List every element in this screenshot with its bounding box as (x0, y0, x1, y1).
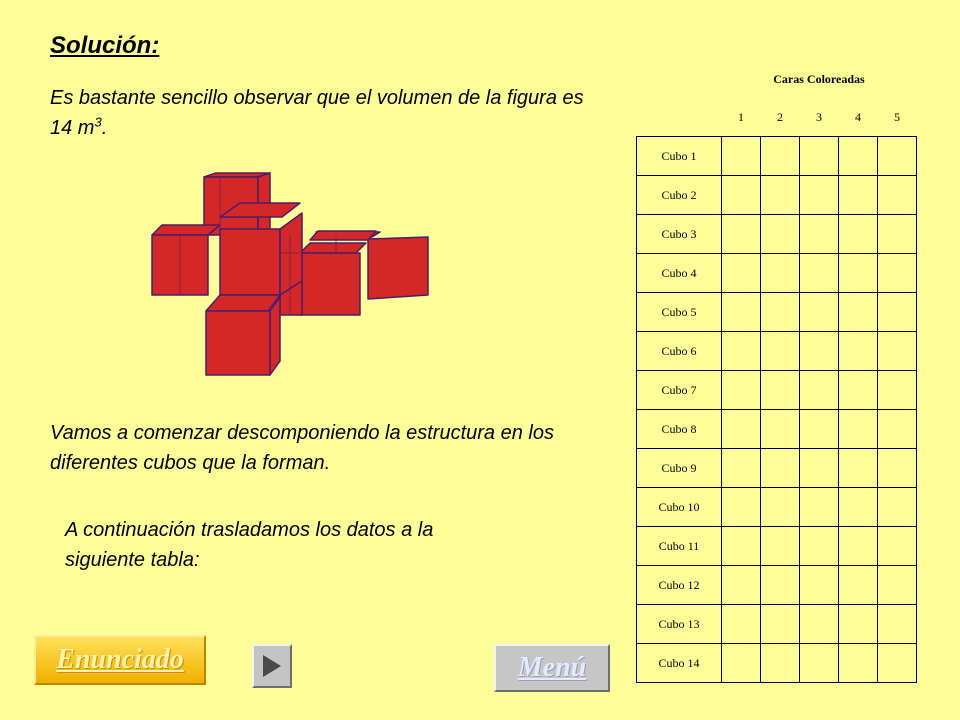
table-cell[interactable] (761, 293, 800, 332)
table-row (637, 293, 917, 332)
table-cell[interactable] (722, 449, 761, 488)
table-header: Caras Coloreadas (773, 71, 865, 86)
table-cell[interactable] (800, 644, 839, 683)
row-label: Cubo 11 (637, 527, 722, 566)
row-label: Cubo 13 (637, 605, 722, 644)
table-row (637, 644, 917, 683)
table-cell[interactable] (800, 137, 839, 176)
cube-left-top (152, 225, 220, 235)
table-cell[interactable] (761, 137, 800, 176)
table-cell[interactable] (722, 644, 761, 683)
row-label: Cubo 5 (637, 293, 722, 332)
table-row (637, 254, 917, 293)
intro-body: Es bastante sencillo observar que el volumen de la figura es 14 m (50, 87, 584, 139)
table-cell[interactable] (722, 293, 761, 332)
table-cell[interactable] (800, 332, 839, 371)
table-cell[interactable] (722, 527, 761, 566)
column-header: 5 (878, 98, 917, 137)
table-cell[interactable] (761, 605, 800, 644)
table-cell[interactable] (839, 410, 878, 449)
table-cell[interactable] (722, 332, 761, 371)
cube-right-far (368, 237, 428, 299)
table-cell[interactable] (839, 449, 878, 488)
table-cell[interactable] (839, 488, 878, 527)
cube-right-top (310, 231, 376, 240)
table-cell[interactable] (761, 527, 800, 566)
table-cell[interactable] (722, 410, 761, 449)
table-cell[interactable] (800, 449, 839, 488)
table-cell[interactable] (839, 254, 878, 293)
menu-button[interactable]: Menú (494, 644, 610, 692)
row-label: Cubo 12 (637, 566, 722, 605)
table-cell[interactable] (761, 488, 800, 527)
cube-front-front (206, 311, 270, 375)
table-cell[interactable] (800, 410, 839, 449)
table-cell[interactable] (722, 605, 761, 644)
table-cell[interactable] (800, 254, 839, 293)
solution-heading: Solución: (50, 32, 160, 59)
table-cell[interactable] (878, 644, 917, 683)
table-cell[interactable] (878, 215, 917, 254)
table-row (637, 605, 917, 644)
table-row (637, 371, 917, 410)
table-cell[interactable] (878, 488, 917, 527)
cube-right-front (300, 253, 360, 315)
intro-text (50, 83, 610, 143)
cube-right-front-top (300, 243, 366, 253)
table-cell[interactable] (878, 605, 917, 644)
table-row (637, 566, 917, 605)
table-cell[interactable] (722, 176, 761, 215)
table-row (637, 410, 917, 449)
table-cell[interactable] (878, 566, 917, 605)
intro-suffix: . (101, 117, 108, 139)
table-cell[interactable] (761, 371, 800, 410)
row-label: Cubo 2 (637, 176, 722, 215)
row-label: Cubo 4 (637, 254, 722, 293)
table-cell[interactable] (839, 644, 878, 683)
column-header: 1 (722, 98, 761, 137)
row-label: Cubo 9 (637, 449, 722, 488)
table-cell[interactable] (800, 176, 839, 215)
table-cell[interactable] (800, 488, 839, 527)
column-header: 2 (761, 98, 800, 137)
table-cell[interactable] (722, 215, 761, 254)
table-cell[interactable] (878, 137, 917, 176)
row-label: Cubo 8 (637, 410, 722, 449)
table-cell[interactable] (839, 293, 878, 332)
row-label: Cubo 1 (637, 137, 722, 176)
table-cell[interactable] (878, 332, 917, 371)
table-cell[interactable] (800, 293, 839, 332)
table-cell[interactable] (761, 410, 800, 449)
table-row (637, 176, 917, 215)
table-cell[interactable] (800, 371, 839, 410)
table-header-row (637, 60, 917, 98)
table-cell[interactable] (839, 137, 878, 176)
cube-front-side (270, 297, 280, 375)
cube-figure (140, 165, 440, 380)
table-cell[interactable] (761, 644, 800, 683)
table-cell[interactable] (878, 410, 917, 449)
cube-center-front (220, 229, 280, 295)
row-label: Cubo 10 (637, 488, 722, 527)
table-cell[interactable] (722, 137, 761, 176)
table-cell[interactable] (878, 449, 917, 488)
table-cell[interactable] (878, 176, 917, 215)
table-cell[interactable] (722, 566, 761, 605)
table-cell[interactable] (839, 527, 878, 566)
table-row (637, 215, 917, 254)
table-cell[interactable] (878, 254, 917, 293)
table-row (637, 488, 917, 527)
play-right-icon (260, 653, 284, 679)
table-columns-row (637, 98, 917, 137)
table-row (637, 527, 917, 566)
table-cell[interactable] (800, 527, 839, 566)
table-cell[interactable] (761, 254, 800, 293)
table-body (637, 137, 917, 683)
table-row (637, 449, 917, 488)
table-cell[interactable] (722, 254, 761, 293)
row-label: Cubo 6 (637, 332, 722, 371)
table-cell[interactable] (839, 332, 878, 371)
table-cell[interactable] (878, 371, 917, 410)
enunciado-button[interactable]: Enunciado (34, 635, 206, 685)
table-cell[interactable] (722, 488, 761, 527)
column-header: 4 (839, 98, 878, 137)
table-cell[interactable] (800, 215, 839, 254)
table-cell[interactable] (761, 332, 800, 371)
table-cell[interactable] (839, 176, 878, 215)
table-cell[interactable] (839, 371, 878, 410)
table-cell[interactable] (878, 293, 917, 332)
intro-superscript: 3 (94, 114, 102, 130)
transfer-text: A continuación trasladamos los datos a la siguiente tabla: (65, 519, 434, 571)
table-cell[interactable] (761, 566, 800, 605)
table-row (637, 332, 917, 371)
table-cell[interactable] (878, 527, 917, 566)
cube-front-top (206, 295, 280, 311)
next-button[interactable] (252, 644, 292, 688)
table-cell[interactable] (761, 449, 800, 488)
table-cell[interactable] (800, 605, 839, 644)
table-cell[interactable] (761, 176, 800, 215)
table-cell[interactable] (839, 215, 878, 254)
table-cell[interactable] (722, 371, 761, 410)
row-label: Cubo 3 (637, 215, 722, 254)
table-cell[interactable] (800, 566, 839, 605)
row-label: Cubo 14 (637, 644, 722, 683)
table-cell[interactable] (761, 215, 800, 254)
row-label: Cubo 7 (637, 371, 722, 410)
table-cell[interactable] (839, 605, 878, 644)
table-row (637, 137, 917, 176)
table-cell[interactable] (839, 566, 878, 605)
faces-table (636, 60, 917, 683)
decompose-text: Vamos a comenzar descomponiendo la estructura en los diferentes cubos que la forman. (50, 422, 554, 474)
column-header: 3 (800, 98, 839, 137)
